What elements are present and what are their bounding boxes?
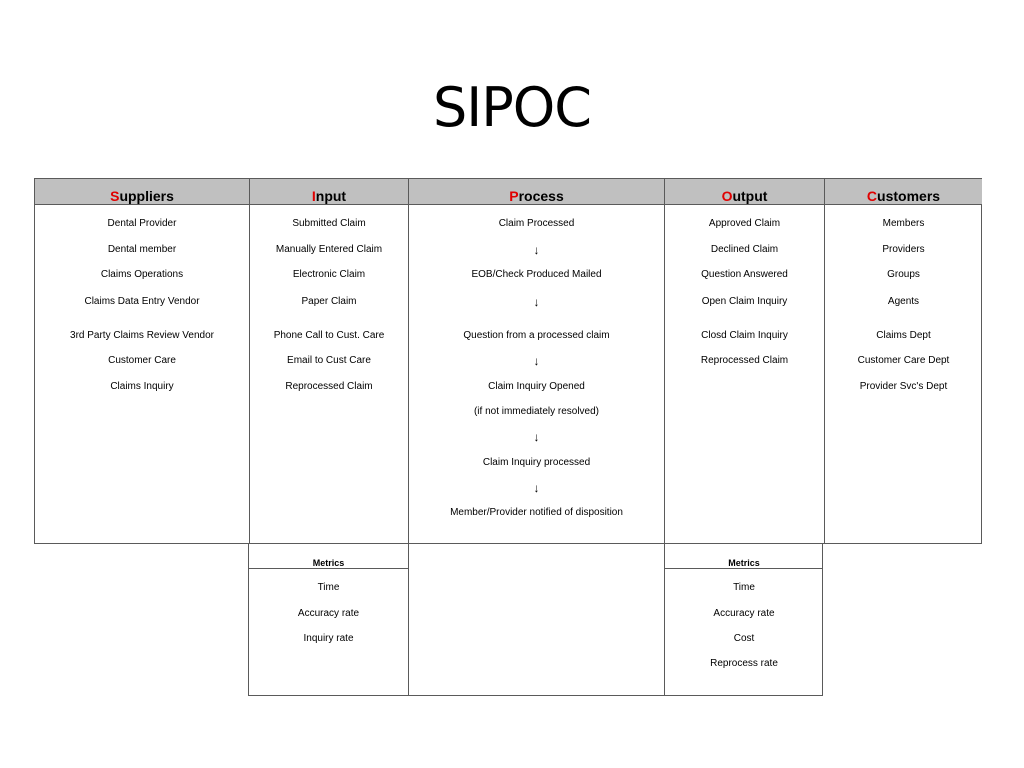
output-item: Declined Claim bbox=[710, 244, 779, 255]
input-item: Manually Entered Claim bbox=[275, 244, 383, 255]
down-arrow-icon: ↓ bbox=[533, 481, 540, 495]
process-column bbox=[408, 179, 664, 543]
output-column bbox=[664, 179, 824, 543]
process-step: Claim Inquiry processed bbox=[482, 457, 591, 468]
supplier-item: Dental member bbox=[107, 244, 177, 255]
supplier-item: Claims Data Entry Vendor bbox=[84, 296, 200, 307]
input-item: Email to Cust Care bbox=[287, 355, 371, 366]
process-step: (if not immediately resolved) bbox=[473, 406, 600, 417]
input-metric-item: Inquiry rate bbox=[303, 633, 354, 644]
process-step: Claim Inquiry Opened bbox=[488, 381, 585, 392]
input-column bbox=[249, 179, 408, 543]
output-metric-item: Cost bbox=[733, 633, 755, 644]
input-metric-item: Time bbox=[317, 582, 340, 593]
input-header-rest: nput bbox=[315, 188, 347, 204]
supplier-item: Customer Care bbox=[108, 355, 176, 366]
suppliers-column bbox=[35, 179, 249, 543]
process-step: Question from a processed claim bbox=[463, 330, 610, 341]
input-header bbox=[250, 179, 408, 205]
output-item: Open Claim Inquiry bbox=[701, 296, 788, 307]
process-header-initial: P bbox=[509, 188, 519, 204]
customer-item: Members bbox=[882, 218, 925, 229]
process-step: Member/Provider notified of disposition bbox=[450, 507, 623, 518]
process-step: EOB/Check Produced Mailed bbox=[471, 269, 602, 280]
customers-header-initial: C bbox=[866, 188, 878, 204]
customers-header bbox=[825, 179, 982, 205]
input-item: Submitted Claim bbox=[292, 218, 366, 229]
customer-item: Providers bbox=[882, 244, 925, 255]
down-arrow-icon: ↓ bbox=[533, 430, 540, 444]
supplier-item: Dental Provider bbox=[107, 218, 177, 229]
down-arrow-icon: ↓ bbox=[533, 243, 540, 257]
output-item: Closd Claim Inquiry bbox=[701, 330, 788, 341]
output-metrics-header: Metrics bbox=[665, 543, 823, 569]
process-step: Claim Processed bbox=[498, 218, 575, 229]
process-metrics-column bbox=[408, 543, 664, 695]
input-item: Paper Claim bbox=[301, 296, 357, 307]
down-arrow-icon: ↓ bbox=[533, 354, 540, 368]
metrics-table bbox=[248, 543, 823, 696]
down-arrow-icon: ↓ bbox=[533, 295, 540, 309]
customer-item: Claims Dept bbox=[876, 330, 931, 341]
suppliers-header bbox=[35, 179, 249, 205]
input-item: Phone Call to Cust. Care bbox=[273, 330, 385, 341]
output-metrics-column bbox=[664, 543, 823, 695]
supplier-item: Claims Inquiry bbox=[110, 381, 174, 392]
process-header bbox=[409, 179, 664, 205]
output-item: Question Answered bbox=[701, 269, 788, 280]
sipoc-table bbox=[34, 178, 982, 544]
output-metric-item: Reprocess rate bbox=[710, 658, 778, 669]
suppliers-header-initial: S bbox=[110, 188, 120, 204]
output-item: Approved Claim bbox=[708, 218, 781, 229]
customer-item: Agents bbox=[887, 296, 920, 307]
customer-item: Provider Svc's Dept bbox=[859, 381, 948, 392]
suppliers-header-rest: uppliers bbox=[119, 188, 174, 204]
output-header-rest: utput bbox=[732, 188, 768, 204]
output-header bbox=[665, 179, 824, 205]
input-item: Reprocessed Claim bbox=[285, 381, 373, 392]
customer-item: Groups bbox=[887, 269, 920, 280]
output-header-initial: O bbox=[721, 188, 733, 204]
customers-header-rest: ustomers bbox=[877, 188, 941, 204]
input-header-initial: I bbox=[311, 188, 316, 204]
output-metric-item: Accuracy rate bbox=[713, 608, 775, 619]
customers-column bbox=[824, 179, 982, 543]
output-metric-item: Time bbox=[733, 582, 755, 593]
supplier-item: Claims Operations bbox=[100, 269, 184, 280]
process-header-rest: rocess bbox=[518, 188, 564, 204]
customer-item: Customer Care Dept bbox=[857, 355, 950, 366]
output-item: Reprocessed Claim bbox=[700, 355, 789, 366]
input-metrics-header: Metrics bbox=[249, 543, 408, 569]
supplier-item: 3rd Party Claims Review Vendor bbox=[70, 330, 214, 341]
input-item: Electronic Claim bbox=[292, 269, 366, 280]
page-title: SIPOC bbox=[433, 76, 591, 139]
input-metrics-column bbox=[249, 543, 408, 695]
input-metric-item: Accuracy rate bbox=[297, 608, 360, 619]
